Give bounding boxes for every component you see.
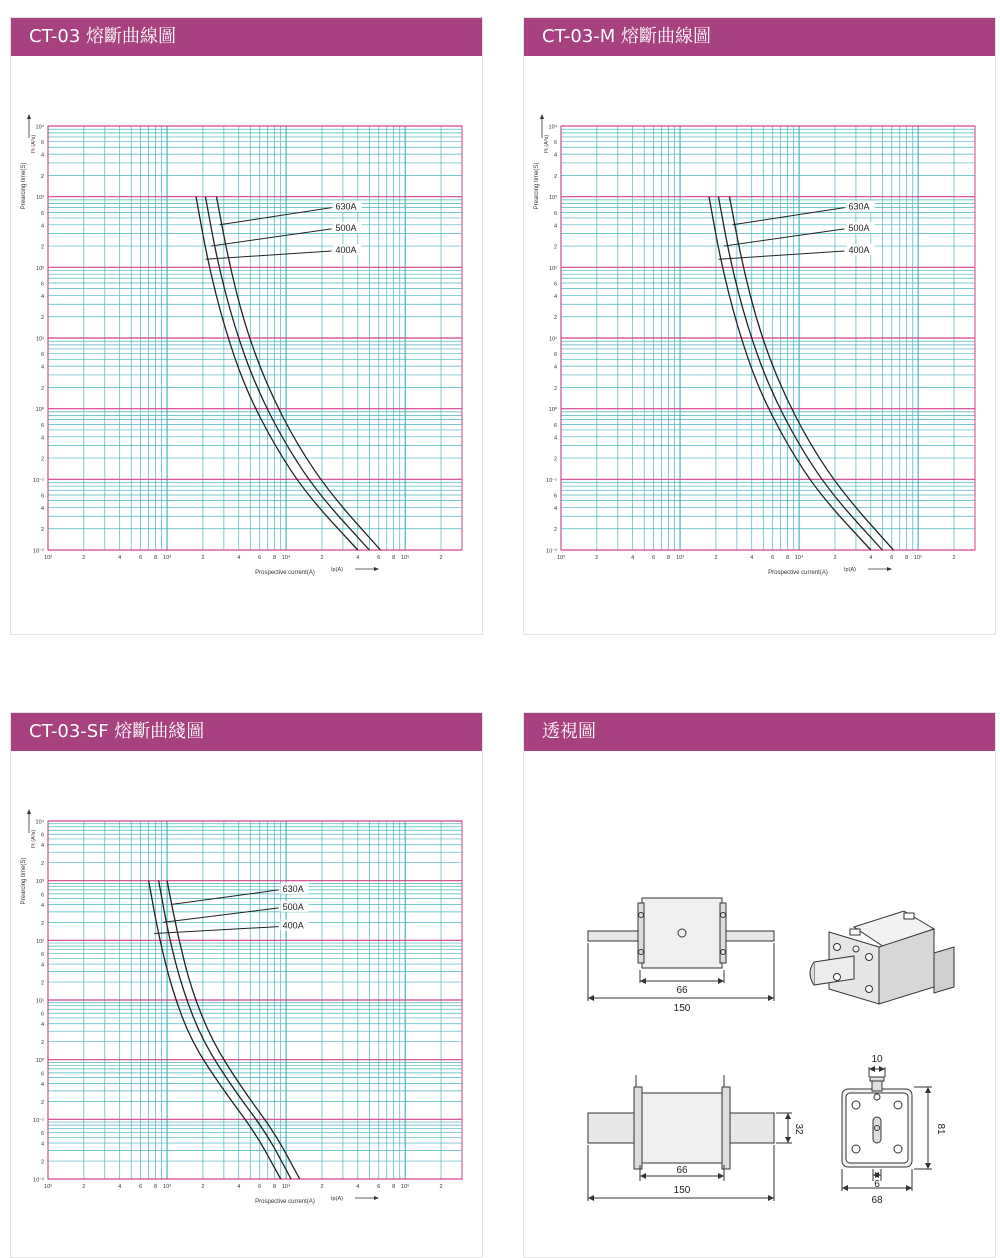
y-axis-arrowhead xyxy=(27,114,31,119)
x-tick-label: 10² xyxy=(44,1184,52,1190)
y-tick-label: 4 xyxy=(40,1022,44,1029)
y-tick-label: 6 xyxy=(40,952,44,959)
y-axis-label: Prearcing time(S) xyxy=(21,857,27,905)
x-tick-label: 8 xyxy=(153,1184,158,1190)
panel-title: CT-03-M 熔斷曲線圖 xyxy=(524,18,995,56)
x-tick-label: 6 xyxy=(771,555,775,561)
y-tick-label: 6 xyxy=(40,892,44,899)
x-tick-label: 2 xyxy=(952,555,956,561)
x-axis-label: Prospective current(A) xyxy=(768,570,828,576)
x-tick-label: 4 xyxy=(869,555,873,561)
y-tick-label: 6 xyxy=(553,422,557,429)
y-tick-label: 2 xyxy=(553,173,557,180)
y-axis-label: Prearcing time(S) xyxy=(21,162,27,210)
curve-500A xyxy=(159,881,291,1179)
dim-side-width: 66 xyxy=(676,1165,688,1176)
y-tick-label: 2 xyxy=(40,315,44,322)
x-tick-label: 6 xyxy=(258,555,262,561)
y-tick-label: 10⁻¹ xyxy=(33,1117,44,1124)
panel-ct03m-chart xyxy=(523,17,996,635)
y-tick-label: 4 xyxy=(40,843,44,850)
annotation-leader xyxy=(163,908,279,923)
y-tick-label: 2 xyxy=(40,861,44,868)
fuse-dimension-drawing xyxy=(524,757,995,1257)
dim-end-width: 68 xyxy=(871,1195,883,1206)
y-tick-label: 6 xyxy=(40,422,44,429)
annotation-leader xyxy=(220,208,332,225)
y-tick-label: 6 xyxy=(553,140,557,147)
x-axis-label: Prospective current(A) xyxy=(255,570,315,576)
annotation-leader xyxy=(724,229,845,246)
annotation-label: 500A xyxy=(848,222,870,233)
y-tick-label: 6 xyxy=(553,352,557,359)
y-tick-label: 10⁴ xyxy=(35,124,44,131)
panel-title: CT-03 熔斷曲線圖 xyxy=(11,18,482,56)
y-tick-label: 4 xyxy=(40,902,44,909)
y-tick-label: 10⁰ xyxy=(35,1058,44,1065)
y-tick-label: 4 xyxy=(553,364,557,371)
x-tick-label: 8 xyxy=(273,555,277,561)
y-tick-label: 6 xyxy=(40,832,44,839)
x-tick-label: 6 xyxy=(890,555,894,561)
x-tick-label: 8 xyxy=(392,555,396,561)
x-axis-arrowhead xyxy=(887,567,892,571)
x-tick-label: 10⁴ xyxy=(281,1184,291,1190)
y-tick-label: 6 xyxy=(553,210,557,217)
y-tick-label: 10¹ xyxy=(36,998,44,1005)
x-tick-label: 8 xyxy=(153,555,158,561)
fuse-curve-chart xyxy=(524,62,995,628)
dim-end-height: 81 xyxy=(935,1123,946,1135)
perspective-view xyxy=(810,911,954,1004)
panel-title: CT-03-SF 熔斷曲綫圖 xyxy=(11,713,482,751)
y-tick-label: 6 xyxy=(40,352,44,359)
y-tick-label: 10⁻² xyxy=(33,1177,44,1184)
y-tick-label: 2 xyxy=(553,244,557,251)
y-tick-label: 6 xyxy=(40,1011,44,1018)
y-tick-label: 6 xyxy=(553,281,557,288)
annotation-label: 630A xyxy=(282,883,304,894)
x-tick-label: 6 xyxy=(139,1184,143,1190)
x-tick-label: 4 xyxy=(356,555,360,561)
y-tick-label: 4 xyxy=(553,293,557,300)
y-axis-symbol: I²t (A²s) xyxy=(31,829,37,849)
panel-ct03-chart xyxy=(10,17,483,635)
annotation-leader xyxy=(733,208,845,225)
y-axis-arrowhead xyxy=(540,114,544,119)
fuse-curve-chart xyxy=(11,62,482,628)
x-tick-label: 6 xyxy=(139,555,143,561)
x-tick-label: 4 xyxy=(356,1184,360,1190)
x-tick-label: 10⁴ xyxy=(794,555,804,561)
x-tick-label: 10³ xyxy=(676,555,685,561)
y-tick-label: 10⁻² xyxy=(546,548,557,555)
y-tick-label: 10⁻¹ xyxy=(546,477,557,484)
y-tick-label: 10⁻² xyxy=(33,548,44,555)
curve-400A xyxy=(149,881,281,1179)
y-tick-label: 2 xyxy=(40,980,44,987)
panel-ct03sf-chart xyxy=(10,712,483,1258)
y-tick-label: 10⁴ xyxy=(548,124,557,131)
y-tick-label: 10⁰ xyxy=(548,407,557,414)
dim-side-height: 32 xyxy=(793,1123,804,1135)
annotation-label: 630A xyxy=(848,201,870,212)
y-tick-label: 2 xyxy=(40,1099,44,1106)
y-tick-label: 4 xyxy=(40,435,44,442)
y-tick-label: 4 xyxy=(40,364,44,371)
y-tick-label: 2 xyxy=(553,315,557,322)
y-tick-label: 4 xyxy=(40,293,44,300)
end-view xyxy=(842,1067,932,1191)
x-axis-symbol: Ip(A) xyxy=(844,567,856,573)
y-tick-label: 2 xyxy=(553,385,557,392)
panel-title: 透視圖 xyxy=(524,713,995,751)
y-tick-label: 10³ xyxy=(36,879,44,886)
y-axis-arrowhead xyxy=(27,809,31,814)
dim-end-slot: 6 xyxy=(874,1179,880,1190)
x-axis-label: Prospective current(A) xyxy=(255,1199,315,1205)
y-tick-label: 10¹ xyxy=(549,336,557,343)
x-tick-label: 2 xyxy=(714,555,718,561)
y-tick-label: 10⁻¹ xyxy=(33,477,44,484)
y-tick-label: 10³ xyxy=(36,195,44,202)
x-tick-label: 2 xyxy=(439,555,443,561)
x-tick-label: 6 xyxy=(377,1184,381,1190)
y-tick-label: 6 xyxy=(40,1071,44,1078)
x-tick-label: 2 xyxy=(320,555,324,561)
annotation-label: 400A xyxy=(282,920,304,931)
y-tick-label: 10² xyxy=(549,265,557,272)
x-tick-label: 10³ xyxy=(163,555,172,561)
dim-side-total: 150 xyxy=(673,1185,691,1196)
y-tick-label: 4 xyxy=(40,962,44,969)
x-tick-label: 2 xyxy=(82,555,86,561)
x-tick-label: 2 xyxy=(595,555,599,561)
x-tick-label: 4 xyxy=(750,555,754,561)
x-tick-label: 4 xyxy=(118,1184,122,1190)
x-tick-label: 2 xyxy=(833,555,837,561)
x-tick-label: 6 xyxy=(377,555,381,561)
x-tick-label: 8 xyxy=(905,555,909,561)
y-tick-label: 4 xyxy=(40,1081,44,1088)
y-tick-label: 10³ xyxy=(549,195,557,202)
dim-front-total: 150 xyxy=(673,1003,691,1014)
y-tick-label: 2 xyxy=(40,385,44,392)
y-tick-label: 4 xyxy=(553,223,557,230)
x-tick-label: 8 xyxy=(273,1184,277,1190)
x-tick-label: 2 xyxy=(201,555,205,561)
x-tick-label: 2 xyxy=(439,1184,443,1190)
y-tick-label: 2 xyxy=(40,244,44,251)
y-tick-label: 2 xyxy=(40,173,44,180)
x-tick-label: 10² xyxy=(44,555,52,561)
x-tick-label: 4 xyxy=(118,555,122,561)
fuse-curve-chart xyxy=(11,757,482,1257)
x-tick-label: 6 xyxy=(652,555,656,561)
annotation-label: 400A xyxy=(335,245,357,256)
x-tick-label: 10⁵ xyxy=(400,1184,410,1190)
y-tick-label: 10² xyxy=(36,938,44,945)
y-tick-label: 2 xyxy=(40,527,44,534)
side-view xyxy=(588,1075,792,1201)
annotation-label: 500A xyxy=(282,901,304,912)
y-axis-label: Prearcing time(S) xyxy=(534,162,540,210)
y-tick-label: 6 xyxy=(40,210,44,217)
y-tick-label: 4 xyxy=(40,1141,44,1148)
y-tick-label: 10² xyxy=(36,265,44,272)
x-tick-label: 10⁵ xyxy=(400,555,410,561)
y-axis-symbol: I²t (A²s) xyxy=(544,134,550,154)
x-axis-symbol: Ip(A) xyxy=(331,567,343,573)
x-tick-label: 2 xyxy=(201,1184,205,1190)
x-tick-label: 4 xyxy=(631,555,635,561)
y-tick-label: 2 xyxy=(40,1159,44,1166)
annotation-leader xyxy=(205,251,331,259)
y-tick-label: 4 xyxy=(40,152,44,159)
y-axis-symbol: I²t (A²s) xyxy=(31,134,37,154)
x-axis-arrowhead xyxy=(374,567,379,571)
dim-front-width: 66 xyxy=(676,985,688,996)
y-tick-label: 6 xyxy=(40,140,44,147)
dim-end-tab: 10 xyxy=(871,1054,883,1065)
y-tick-label: 10⁰ xyxy=(35,407,44,414)
y-tick-label: 2 xyxy=(40,456,44,463)
x-tick-label: 10³ xyxy=(163,1184,172,1190)
x-tick-label: 8 xyxy=(786,555,790,561)
x-tick-label: 6 xyxy=(258,1184,262,1190)
y-tick-label: 4 xyxy=(40,505,44,512)
x-tick-label: 4 xyxy=(237,555,241,561)
x-tick-label: 10⁴ xyxy=(281,555,291,561)
y-tick-label: 4 xyxy=(553,505,557,512)
y-tick-label: 2 xyxy=(40,920,44,927)
y-tick-label: 4 xyxy=(40,223,44,230)
y-tick-label: 4 xyxy=(553,435,557,442)
y-tick-label: 2 xyxy=(40,1040,44,1047)
y-tick-label: 6 xyxy=(40,281,44,288)
y-tick-label: 4 xyxy=(553,152,557,159)
annotation-label: 400A xyxy=(848,245,870,256)
x-axis-arrowhead xyxy=(374,1196,379,1200)
y-tick-label: 2 xyxy=(553,456,557,463)
y-tick-label: 6 xyxy=(40,493,44,500)
y-tick-label: 6 xyxy=(553,493,557,500)
x-tick-label: 8 xyxy=(392,1184,396,1190)
annotation-label: 500A xyxy=(335,222,357,233)
x-tick-label: 10⁵ xyxy=(913,555,923,561)
annotation-leader xyxy=(718,251,844,259)
x-tick-label: 2 xyxy=(320,1184,324,1190)
x-tick-label: 4 xyxy=(237,1184,241,1190)
x-tick-label: 10² xyxy=(557,555,565,561)
annotation-leader xyxy=(211,229,332,246)
y-tick-label: 2 xyxy=(553,527,557,534)
x-tick-label: 8 xyxy=(666,555,671,561)
y-tick-label: 6 xyxy=(40,1131,44,1138)
panel-perspective-drawing xyxy=(523,712,996,1258)
annotation-label: 630A xyxy=(335,201,357,212)
y-tick-label: 10⁴ xyxy=(35,819,44,826)
y-tick-label: 10¹ xyxy=(36,336,44,343)
annotation-leader xyxy=(172,890,279,905)
x-tick-label: 2 xyxy=(82,1184,86,1190)
x-axis-symbol: Ip(A) xyxy=(331,1196,343,1202)
